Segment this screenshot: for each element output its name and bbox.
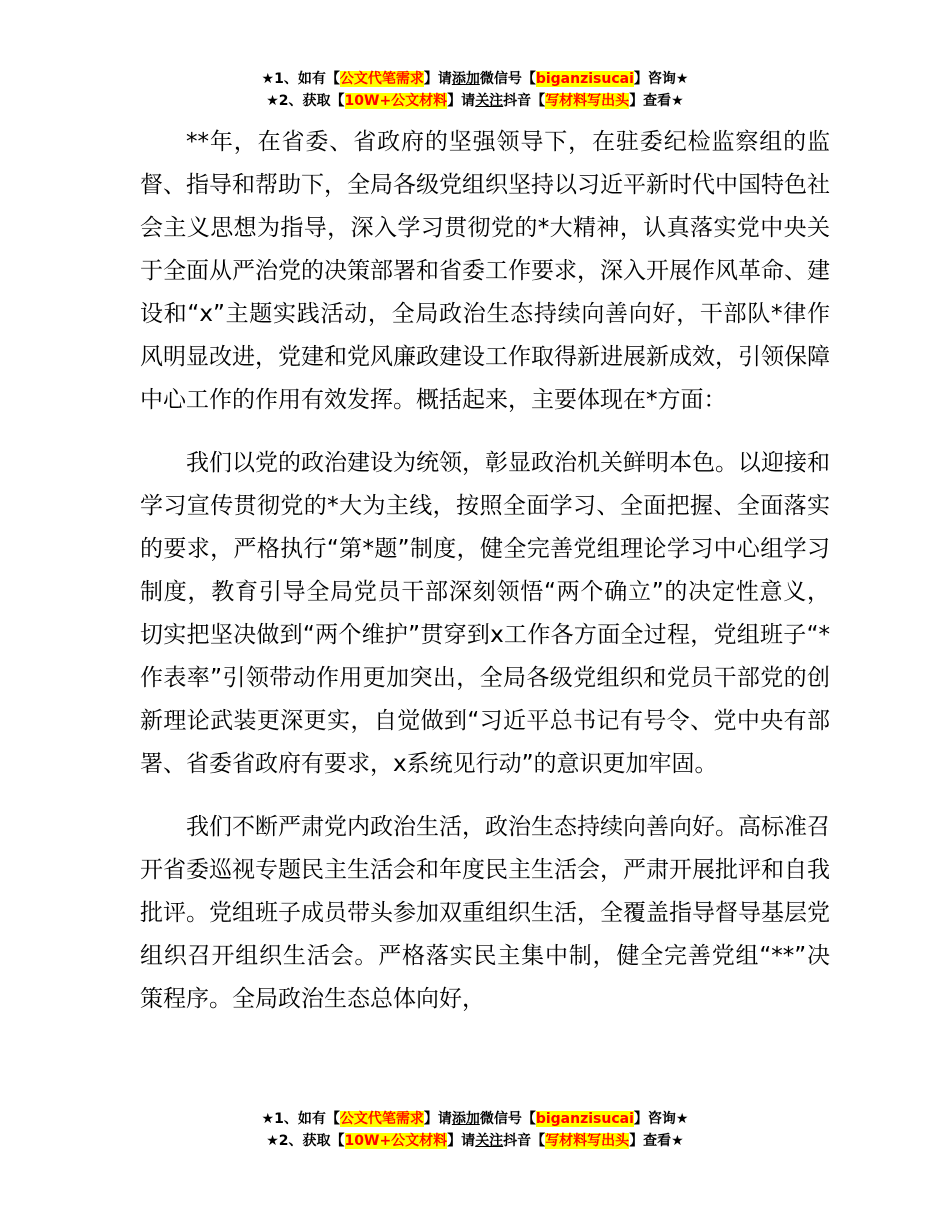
notice-line-1: [0, 68, 950, 90]
notice-text: 抖音【: [503, 93, 546, 109]
notice-text: 微信号【: [479, 1111, 536, 1127]
highlight-service: 公文代笔需求: [339, 1111, 424, 1127]
notice-line-2: [0, 1130, 950, 1152]
notice-text: 】请: [447, 1133, 476, 1149]
highlight-douyin-account: 写材料写出头: [545, 1133, 630, 1149]
highlight-wechat-id: biganzisucai: [535, 71, 634, 87]
highlight-materials: 10W+公文材料: [344, 93, 448, 109]
notice-text: ★1、如有【: [261, 71, 340, 87]
notice-line-1: [0, 1108, 950, 1130]
underlined-text: 关注: [475, 93, 504, 109]
notice-text: 抖音【: [503, 1133, 546, 1149]
notice-text: ★1、如有【: [261, 1111, 340, 1127]
notice-text: 微信号【: [479, 71, 536, 87]
notice-text: 】请: [447, 93, 476, 109]
body-paragraph-2: 我们以党的政治建设为统领，彰显政治机关鲜明本色。以迎接和学习宣传贯彻党的*大为主线，按照全面学习、全面把握、全面落实的要求，严格执行“第*题”制度，健全完善党组理论学习中心组学习制度，教育引导全局党员干部深刻领悟“两个确立”的决定性意义，切实把坚决做到“两个维护”贯穿到x工作各方面全过程，党组班子“*作表率”引领带动作用更加突出，全局各级党组织和党员干部党的创新理论武装更深更实，自觉做到“习近平总书记有号令、党中央有部署、省委省政府有要求，x系统见行动”的意识更加牢固。: [140, 450, 830, 777]
notice-text: ★2、获取【: [266, 1133, 345, 1149]
highlight-douyin-account: 写材料写出头: [545, 93, 630, 109]
underlined-text: 添加: [451, 71, 480, 87]
highlight-materials: 10W+公文材料: [344, 1133, 448, 1149]
document-body: [140, 121, 830, 1021]
header-notice-banner: [0, 68, 950, 112]
notice-text: 】查看★: [629, 1133, 684, 1149]
body-paragraph-1: **年，在省委、省政府的坚强领导下，在驻委纪检监察组的监督、指导和帮助下，全局各级党组织坚持以习近平新时代中国特色社会主义思想为指导，深入学习贯彻党的*大精神，认真落实党中央关于全面从严治党的决策部署和省委工作要求，深入开展作风革命、建设和“x”主题实践活动，全局政治生态持续向善向好，干部队*律作风明显改进，党建和党风廉政建设工作取得新进展新成效，引领保障中心工作的作用有效发挥。概括起来，主要体现在*方面：: [140, 129, 830, 413]
notice-text: 】查看★: [629, 93, 684, 109]
notice-text: 】请: [423, 71, 452, 87]
highlight-wechat-id: biganzisucai: [535, 1111, 634, 1127]
highlight-service: 公文代笔需求: [339, 71, 424, 87]
underlined-text: 关注: [475, 1133, 504, 1149]
notice-text: 】请: [423, 1111, 452, 1127]
underlined-text: 添加: [451, 1111, 480, 1127]
notice-text: ★2、获取【: [266, 93, 345, 109]
footer-notice-banner: [0, 1108, 950, 1152]
notice-text: 】咨询★: [633, 1111, 689, 1127]
body-paragraph-3: 我们不断严肃党内政治生活，政治生态持续向善向好。高标准召开省委巡视专题民主生活会和年度民主生活会，严肃开展批评和自我批评。党组班子成员带头参加双重组织生活，全覆盖指导督导基层党组织召开组织生活会。严格落实民主集中制，健全完善党组“**”决策程序。全局政治生态总体向好，: [140, 814, 830, 1012]
notice-text: 】咨询★: [633, 71, 689, 87]
notice-line-2: [0, 90, 950, 112]
